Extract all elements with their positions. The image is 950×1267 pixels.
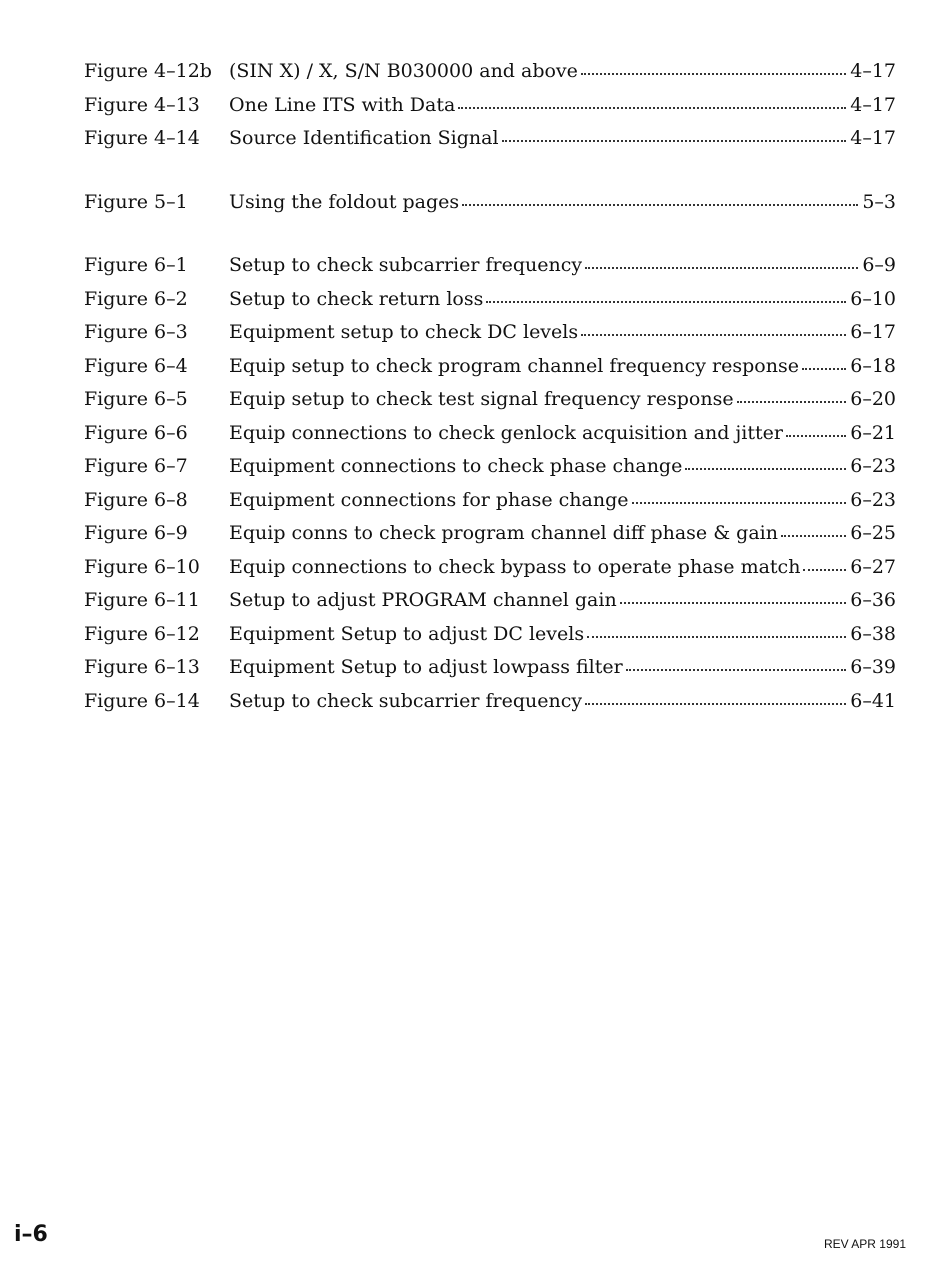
- page-reference: 4–17: [850, 93, 896, 116]
- toc-entry: [84, 618, 896, 652]
- dot-leader: [462, 204, 858, 206]
- figure-number: Figure 6–5: [84, 388, 188, 410]
- figure-title: Using the foldout pages: [229, 190, 460, 213]
- page-reference: 6–17: [850, 321, 896, 343]
- dot-leader: [626, 669, 847, 671]
- page-reference: 6–21: [850, 421, 896, 444]
- page-reference: 5–3: [862, 190, 896, 213]
- toc-entry: [84, 685, 896, 719]
- figure-title: Equipment connections for phase change: [229, 488, 629, 511]
- figure-title: Source Identification Signal: [229, 127, 499, 149]
- figure-number: Figure 5–1: [84, 190, 188, 213]
- page-reference: 6–27: [850, 555, 896, 578]
- page-number: i–6: [14, 1222, 48, 1247]
- figure-number: Figure 6–10: [84, 555, 200, 578]
- toc-entry: [84, 551, 896, 585]
- figure-title: Setup to check subcarrier frequency: [229, 689, 583, 712]
- page-reference: 6–41: [850, 689, 896, 712]
- figure-number: Figure 6–2: [84, 287, 188, 310]
- dot-leader: [781, 535, 846, 537]
- figure-title: One Line ITS with Data: [229, 93, 456, 116]
- figure-number: Figure 6–14: [84, 689, 200, 712]
- toc-entry: [84, 517, 896, 551]
- toc-entry: [84, 89, 896, 123]
- dot-leader: [685, 468, 846, 470]
- dot-leader: [802, 368, 846, 370]
- dot-leader: [581, 334, 846, 336]
- toc-entry: [84, 316, 896, 350]
- figure-number: Figure 4–12b: [84, 60, 212, 82]
- figure-number: Figure 4–13: [84, 93, 200, 116]
- dot-leader: [585, 267, 858, 269]
- figure-number: Figure 6–1: [84, 254, 188, 276]
- toc-entry: [84, 122, 896, 156]
- figure-number: Figure 6–11: [84, 589, 200, 611]
- dot-leader: [803, 569, 846, 571]
- figure-title: Equip conns to check program channel diff phase & gain: [229, 522, 778, 544]
- page-reference: 6–9: [862, 254, 896, 276]
- figure-title: Setup to check return loss: [229, 287, 484, 310]
- dot-leader: [786, 435, 846, 437]
- figure-number: Figure 6–4: [84, 354, 188, 377]
- figure-number: Figure 6–9: [84, 522, 188, 544]
- figure-title: Equip setup to check program channel frequency response: [229, 354, 799, 377]
- figure-title: Equipment Setup to adjust DC levels: [229, 622, 585, 645]
- toc-entry: [84, 417, 896, 451]
- dot-leader: [486, 301, 846, 303]
- toc-entry: [84, 383, 896, 417]
- figure-number: Figure 6–12: [84, 622, 200, 645]
- toc-entry: [84, 249, 896, 283]
- dot-leader: [581, 73, 846, 75]
- revision-date: REV APR 1991: [823, 1237, 906, 1251]
- dot-leader: [458, 107, 846, 109]
- page-reference: 6–10: [850, 287, 896, 310]
- figure-number: Figure 4–14: [84, 127, 200, 149]
- page-reference: 6–36: [850, 589, 896, 611]
- toc-entry: [84, 450, 896, 484]
- dot-leader: [585, 703, 846, 705]
- toc-entry: [84, 55, 896, 89]
- figure-title: Setup to adjust PROGRAM channel gain: [229, 589, 617, 611]
- figure-number: Figure 6–8: [84, 488, 188, 511]
- dot-leader: [587, 636, 846, 638]
- toc-entry: [84, 186, 896, 220]
- figure-title: Equip connections to check genlock acquisition and jitter: [229, 421, 783, 444]
- toc-group-section-4: [84, 55, 896, 156]
- page-reference: 6–38: [850, 622, 896, 645]
- figure-title: Equipment connections to check phase change: [229, 455, 683, 477]
- toc-entry: [84, 350, 896, 384]
- page-reference: 6–25: [850, 522, 896, 544]
- list-of-figures: [84, 55, 896, 748]
- figure-number: Figure 6–13: [84, 656, 200, 678]
- dot-leader: [502, 140, 847, 142]
- figure-title: Equip setup to check test signal frequency response: [229, 388, 734, 410]
- toc-entry: [84, 651, 896, 685]
- figure-title: (SIN X) / X, S/N B030000 and above: [229, 60, 578, 82]
- figure-title: Setup to check subcarrier frequency: [229, 254, 583, 276]
- toc-entry: [84, 584, 896, 618]
- page-reference: 6–39: [850, 656, 896, 678]
- toc-group-section-5: [84, 186, 896, 220]
- dot-leader: [737, 401, 847, 403]
- dot-leader: [620, 602, 847, 604]
- page-reference: 6–23: [850, 488, 896, 511]
- toc-entry: [84, 484, 896, 518]
- page-reference: 6–20: [850, 388, 896, 410]
- toc-entry: [84, 283, 896, 317]
- figure-number: Figure 6–6: [84, 421, 188, 444]
- figure-number: Figure 6–7: [84, 455, 188, 477]
- page-reference: 4–17: [850, 127, 896, 149]
- figure-title: Equipment Setup to adjust lowpass filter: [229, 656, 623, 678]
- figure-title: Equipment setup to check DC levels: [229, 321, 579, 343]
- figure-number: Figure 6–3: [84, 321, 188, 343]
- page-reference: 4–17: [850, 60, 896, 82]
- toc-group-section-6: [84, 249, 896, 718]
- dot-leader: [632, 502, 847, 504]
- page-reference: 6–23: [850, 455, 896, 477]
- figure-title: Equip connections to check bypass to operate phase match: [229, 555, 801, 578]
- page-reference: 6–18: [850, 354, 896, 377]
